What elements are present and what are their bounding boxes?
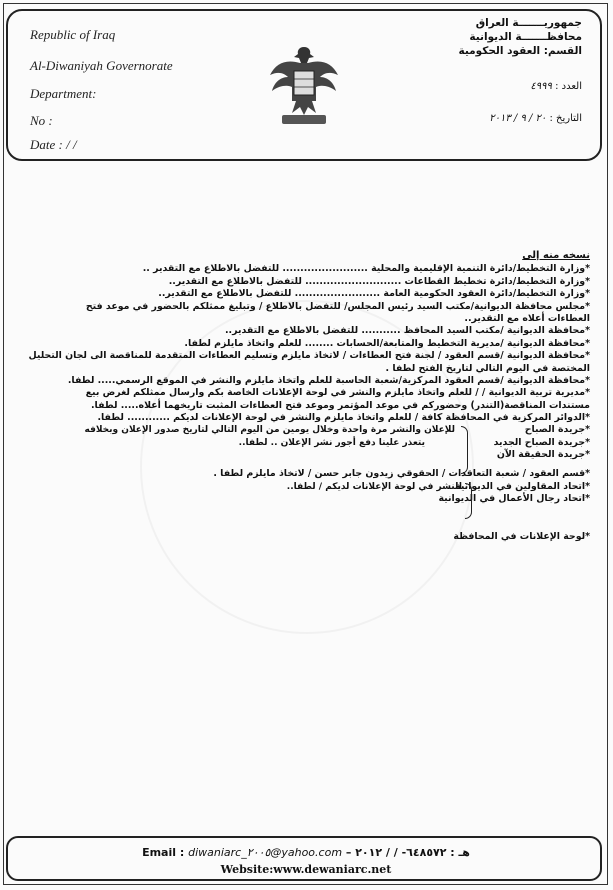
brace-icon [461, 426, 468, 474]
brace-icon [465, 483, 472, 519]
contracts-line: *قسم العقود / شعبة التعاقدات / الحقوقي زيدون جابر حسن / لاتخاذ مايلزم لطفا . [213, 468, 590, 480]
union-item: *اتحاد المقاولين في الديوانية [455, 480, 590, 492]
newspaper-item: *جريدة الصباح الجديد [493, 436, 590, 448]
website-line: Website:www.dewaniarc.net [220, 863, 392, 876]
email-value: diwaniarc_٢٠٠٥@yahoo.com [188, 846, 343, 859]
distribution-list [30, 250, 590, 543]
section-label-ar: القسم: العقود الحكومية [458, 45, 582, 57]
list-item: *وزارة التخطيط/دائرة العقود الحكومية العامة ........................ للتفضل بالاطلاع مع التقدير.. [158, 288, 590, 300]
footer-contact-line: Email : diwaniarc_٢٠٠٥@yahoo.com – هـ : ٦٤٨٥٧٢- / / ٢٠١٢ [142, 846, 470, 859]
governorate-label-ar: محافظـــــــة الديوانية [469, 31, 582, 43]
phone-value: هـ : ٦٤٨٥٧٢- / / ٢٠١٢ [355, 846, 470, 859]
number-label-ar: العدد : [555, 81, 582, 92]
date-value: ٢٠ / ٩ / ٢٠١٣ [489, 113, 547, 124]
list-item: *محافظة الديوانية /قسم العقود / لجنة فتح العطاءات / لاتخاذ مايلزم وتسليم العطاءات المتقدمة للمناقصة الى لجان التحليل [28, 350, 590, 362]
list-item: *وزارة التخطيط/دائرة التنمية الإقليمية والمحلية ........................ للتفضل بالاطلاع مع التقدير .. [142, 263, 590, 275]
unions-note-text: للنشر في لوحة الإعلانات لديكم / لطفا.. [286, 481, 462, 492]
list-item: العطاءات أعلاه مع التقدير.. [464, 312, 590, 324]
list-item: مستندات المناقصة(التندر) وحضوركم في موعد المؤتمر وموعد فتح العطاءات المثبت تاريخهما أعلاه..... لطفا. [91, 399, 590, 411]
unions-group [30, 481, 590, 511]
date-label-ar: التاريخ : [549, 113, 582, 124]
newspaper-item: *جريدة الحقيقة الآن [496, 449, 590, 461]
list-item: *الدوائر المركزية في المحافظة كافة / للعلم واتخاذ مايلزم والنشر في لوحة الإعلانات لديكم ............ لطفا. [97, 412, 590, 424]
union-item: *اتحاد رجال الأعمال في الديوانية [438, 493, 590, 505]
newspapers-list [470, 424, 590, 461]
unions-note [162, 481, 462, 493]
newspapers-note-2: يتعذر علينا دفع أجور نشر الإعلان .. لطفا.. [238, 437, 425, 448]
iraq-eagle-emblem-icon [266, 41, 342, 129]
newspapers-group [30, 424, 590, 480]
department-label-en: Department: [30, 86, 97, 101]
unions-list [438, 480, 590, 506]
date-label-en: Date : / / [30, 137, 77, 152]
number-label-en: No : [30, 113, 53, 128]
letter-footer [6, 836, 602, 881]
republic-label-en: Republic of Iraq [30, 27, 116, 42]
date-field-ar [489, 113, 582, 124]
email-label: Email : [142, 846, 185, 859]
letterhead [6, 9, 602, 161]
list-item: *محافظة الديوانية /مديرية التخطيط والمتابعة/الحسابات ........ للعلم واتخاذ مايلزم لطفا. [184, 337, 590, 349]
republic-label-ar: جمهوريـــــــة العراق [475, 17, 582, 29]
list-item: *لوحة الإعلانات في المحافظة [453, 530, 590, 542]
list-item: *مديرية تربية الديوانية / / للعلم واتخاذ مايلزم والنشر في لوحة الإعلانات الخاصة بكم وارسال ممثلكم لغرض بيع [85, 387, 590, 399]
governorate-label-en: Al-Diwaniyah Governorate [30, 58, 173, 73]
list-item: *وزارة التخطيط/دائرة تخطيط القطاعات ........................... للتفضل بالاطلاع مع التقدير.. [168, 275, 590, 287]
number-value: ٤٩٩٩ [530, 81, 552, 92]
copy-to-heading: نسخه منه إلى [522, 250, 590, 261]
list-item: *محافظة الديوانية /قسم العقود المركزية/شعبة الحاسبة للعلم واتخاذ مايلزم والنشر في الموقع الرسمي..... لطفا. [67, 374, 590, 386]
newspapers-note [84, 424, 455, 449]
list-item: *مجلس محافظة الديوانية/مكتب السيد رئيس المجلس/ للتفضل بالاطلاع / وتبليغ ممثلكم بالحضور في موعد فتح [85, 300, 590, 312]
list-item: المختصة في اليوم التالي لتاريخ الفتح لطفا . [385, 362, 590, 374]
newspaper-item: *جريدة الصباح [524, 424, 590, 436]
number-field [530, 81, 582, 92]
list-item: *محافظة الديوانية /مكتب السيد المحافظ ........... للتفضل بالاطلاع مع التقدير.. [224, 325, 590, 337]
newspapers-note-1: للإعلان والنشر مرة واحدة وخلال يومين من اليوم التالي لتاريخ صدور الإعلان وبخلافه [84, 425, 455, 436]
